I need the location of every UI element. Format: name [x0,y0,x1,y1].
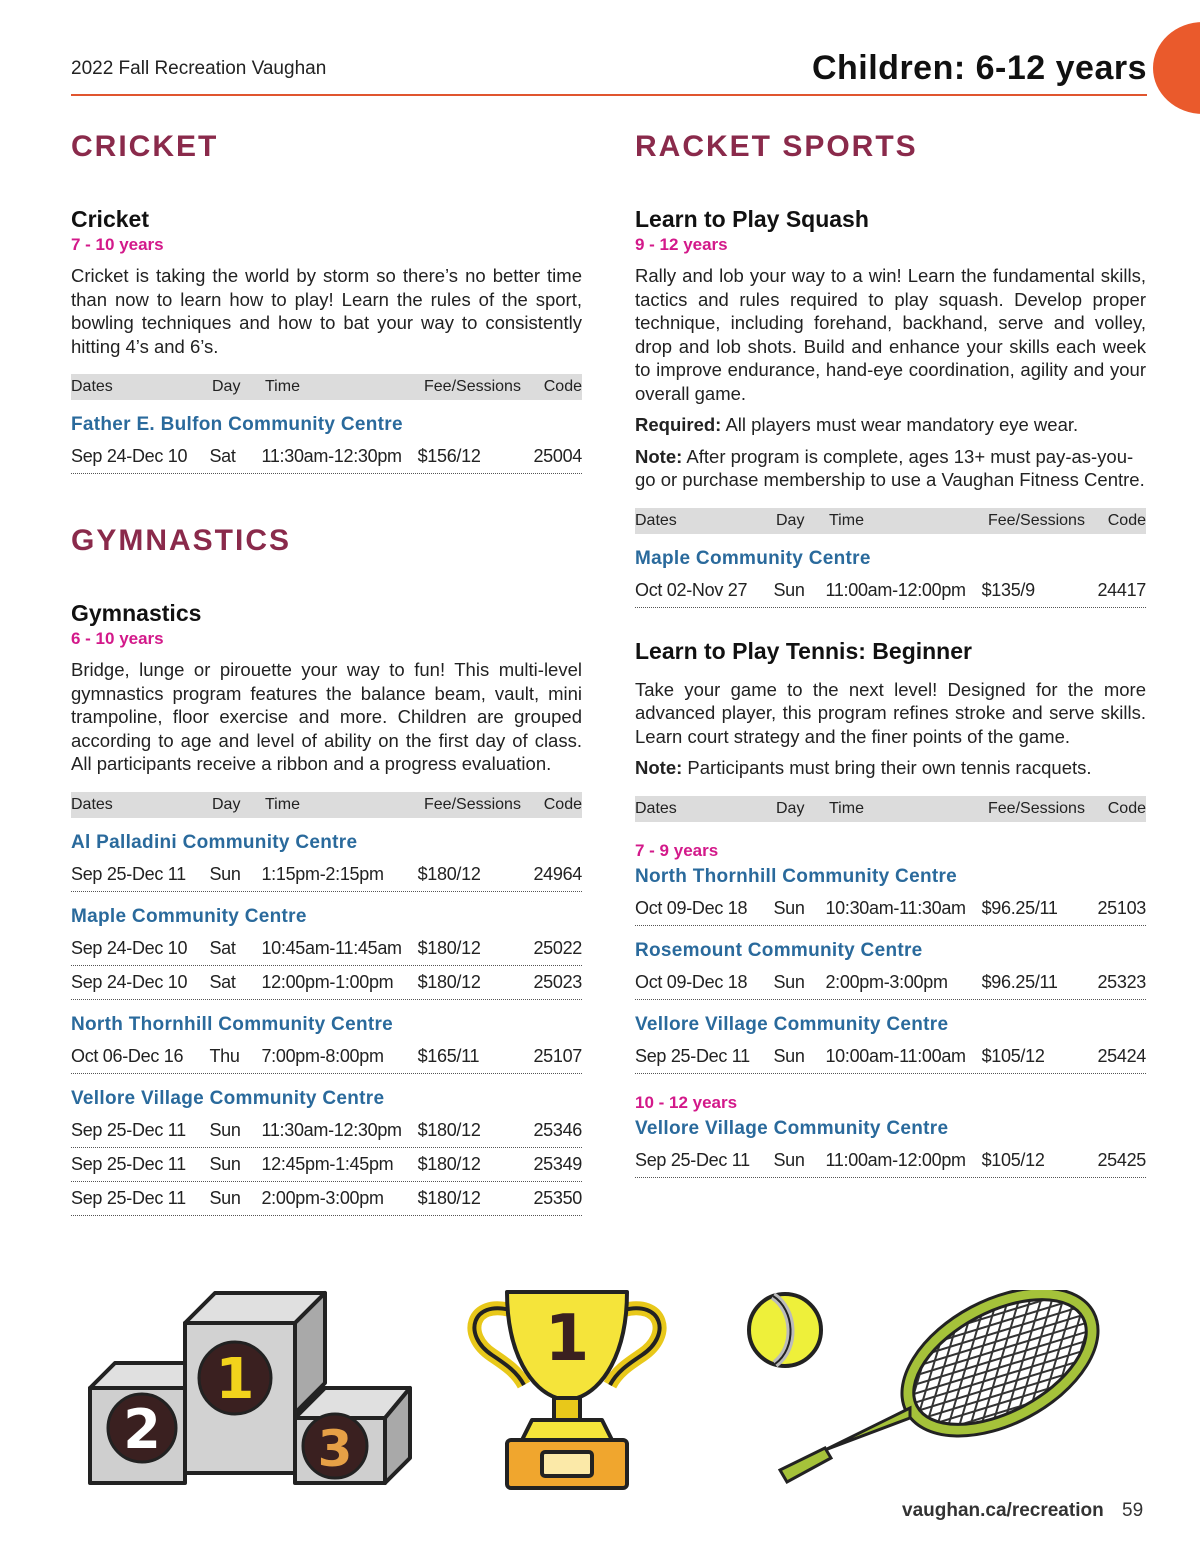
age-group-label: 7 - 9 years [635,840,719,860]
location-name: Vellore Village Community Centre [71,1087,385,1109]
row-dates: Oct 06-Dec 16 [71,1045,184,1066]
podium-illustration [80,1278,425,1493]
location-name: Father E. Bulfon Community Centre [71,414,403,435]
row-code: 25004 [533,446,582,466]
row-fee: $180/12 [417,937,481,958]
right-column [635,128,1146,1178]
tennis-racket-illustration [765,1290,1110,1485]
row-fee: $96.25/11 [981,897,1058,918]
row-day: Sun [209,1153,241,1174]
row-day: Sun [209,1119,241,1140]
table-row [635,574,1146,608]
row-fee: $165/11 [417,1045,480,1066]
note-text: After program is complete, ages 13+ must pay-as-you-go or purchase membership to use a Vaughan Fitness Centre. [635,445,1145,490]
age-range-gymnastics: 6 - 10 years [71,629,164,648]
row-time: 1:15pm-2:15pm [261,863,384,884]
table-row [71,858,582,892]
row-time: 2:00pm-3:00pm [261,1187,384,1208]
row-time: 12:00pm-1:00pm [261,971,394,992]
row-dates: Sep 24-Dec 10 [71,971,188,992]
location-name: Maple Community Centre [71,905,307,927]
program-description-tennis: Take your game to the next level! Designed for the more advanced player, this program refines stroke and serve skills. Learn court strategy and the finer points of the game. [635,678,1146,747]
table-header-code: Code [543,795,582,813]
program-title-cricket: Cricket [71,206,149,232]
table-header-time: Time [265,378,300,395]
table-row [71,440,582,474]
row-time: 11:30am-12:30pm [261,1119,402,1140]
schedule-table-header [635,508,1146,534]
table-row [635,1040,1146,1074]
row-code: 25349 [533,1153,582,1174]
location-name: Vellore Village Community Centre [635,1117,949,1139]
row-dates: Sep 25-Dec 11 [71,1119,186,1140]
table-row [635,966,1146,1000]
table-header-code: Code [1107,511,1146,529]
row-day: Sat [209,446,236,466]
program-description-gymnastics: Bridge, lunge or pirouette your way to fun! This multi-level gymnastics program features the balance beam, vault, mini trampoline, floor exercise and more. Children are grouped according to age and level of ability on the first day of class. All participants receive a ribbon and a progress evaluation. [71,659,582,774]
row-fee: $96.25/11 [981,971,1058,992]
program-title-tennis: Learn to Play Tennis: Beginner [635,637,972,664]
row-code: 25323 [1097,971,1146,992]
row-fee: $180/12 [417,863,481,884]
row-dates: Sep 25-Dec 11 [635,1149,750,1170]
table-header-day: Day [212,378,241,395]
table-row [71,932,582,966]
sport-heading-racket: RACKET SPORTS [635,130,918,163]
program-description-squash: Rally and lob your way to a win! Learn the fundamental skills, tactics and rules required to play squash. Develop proper technique, including forehand, backhand, serve and volley, drop and lob shots. Build and enhance your skills each week to improve endurance, hand-eye coordination, agility and your overall game. [635,265,1146,404]
row-code: 24417 [1097,579,1146,600]
row-code: 25424 [1097,1045,1146,1066]
row-fee: $180/12 [417,1119,481,1140]
row-time: 7:00pm-8:00pm [261,1045,384,1066]
table-header-day: Day [776,799,805,817]
publication-title: 2022 Fall Recreation Vaughan [71,58,327,79]
row-code: 25103 [1097,897,1146,918]
row-day: Thu [209,1045,240,1066]
table-header-dates: Dates [635,511,677,529]
table-header-code: Code [1107,799,1146,817]
note-squash [635,445,1146,492]
row-day: Sun [773,579,805,600]
podium-first-number: 1 [215,1347,255,1412]
table-row [71,966,582,1000]
row-day: Sat [209,971,236,992]
row-dates: Oct 09-Dec 18 [635,971,748,992]
row-dates: Sep 24-Dec 10 [71,446,188,466]
row-day: Sun [773,971,805,992]
table-header-time: Time [829,799,864,817]
row-time: 12:45pm-1:45pm [261,1153,394,1174]
row-dates: Sep 25-Dec 11 [71,863,186,884]
table-row [635,892,1146,926]
row-time: 10:00am-11:00am [825,1045,966,1066]
row-time: 2:00pm-3:00pm [825,971,948,992]
table-header-fee: Fee/Sessions [988,511,1085,529]
row-time: 11:30am-12:30pm [261,446,402,466]
table-row [71,1040,582,1074]
row-code: 25022 [533,937,582,958]
table-header-day: Day [212,795,241,813]
table-row [635,1144,1146,1178]
table-header-dates: Dates [71,378,113,395]
table-header-time: Time [829,511,864,529]
row-day: Sat [209,937,236,958]
row-day: Sun [773,1045,805,1066]
program-title-gymnastics: Gymnastics [71,600,202,626]
note-tennis [635,756,1146,780]
table-header-fee: Fee/Sessions [424,795,521,813]
table-row [71,1182,582,1216]
table-header-dates: Dates [635,799,677,817]
row-day: Sun [773,1149,805,1170]
row-fee: $156/12 [417,446,481,466]
schedule-table-cricket [71,412,582,474]
table-header-fee: Fee/Sessions [988,799,1085,817]
location-name: Vellore Village Community Centre [635,1013,949,1035]
row-dates: Sep 25-Dec 11 [71,1187,186,1208]
row-time: 10:30am-11:30am [825,897,966,918]
schedule-table-tennis [635,840,1146,1178]
table-header-dates: Dates [71,795,113,813]
row-code: 25425 [1097,1149,1146,1170]
row-fee: $135/9 [981,579,1035,600]
sport-heading-gymnastics: GYMNASTICS [71,524,292,557]
schedule-table-header [635,796,1146,822]
table-row [71,1148,582,1182]
row-dates: Oct 02-Nov 27 [635,579,748,600]
row-fee: $105/12 [981,1045,1045,1066]
section-tab-marker [1153,22,1200,114]
row-dates: Sep 25-Dec 11 [71,1153,186,1174]
required-text: All players must wear mandatory eye wear. [725,414,1079,435]
trophy-number: 1 [544,1302,590,1376]
location-name: North Thornhill Community Centre [635,865,958,887]
page-header [71,46,1147,96]
row-dates: Oct 09-Dec 18 [635,897,748,918]
row-time: 10:45am-11:45am [261,937,402,958]
website-link[interactable]: vaughan.ca/recreation [902,1500,1104,1521]
note-text: Participants must bring their own tennis racquets. [687,757,1092,778]
row-code: 25023 [533,971,582,992]
left-column [71,128,582,1216]
sport-heading-cricket: CRICKET [71,130,219,163]
table-row [71,1114,582,1148]
row-day: Sun [209,1187,241,1208]
row-code: 25107 [533,1045,582,1066]
row-code: 25346 [533,1119,582,1140]
section-title: Children: 6-12 years [811,49,1147,87]
row-fee: $180/12 [417,971,481,992]
table-header-code: Code [543,378,582,395]
table-header-time: Time [265,795,300,813]
schedule-table-header [71,792,582,818]
location-name: Maple Community Centre [635,547,871,569]
page-number: 59 [1122,1500,1144,1521]
age-range-cricket: 7 - 10 years [71,235,164,254]
row-code: 24964 [533,863,582,884]
required-note-squash [635,413,1146,437]
row-fee: $105/12 [981,1149,1045,1170]
required-label: Required: [635,414,722,435]
table-header-day: Day [776,511,805,529]
podium-second-number: 2 [123,1398,161,1461]
row-dates: Sep 24-Dec 10 [71,937,188,958]
age-range-squash: 9 - 12 years [635,235,728,254]
row-fee: $180/12 [417,1153,481,1174]
location-name: North Thornhill Community Centre [71,1013,394,1035]
program-description-cricket: Cricket is taking the world by storm so there’s no better time than now to learn how to play! Learn the rules of the sport, bowling techniques and how to bat your way to consistently hitting 4’s and 6’s. [71,265,582,357]
row-fee: $180/12 [417,1187,481,1208]
note-label: Note: [635,757,683,778]
schedule-table-gymnastics [71,830,582,1216]
table-header-fee: Fee/Sessions [424,378,521,395]
row-code: 25350 [533,1187,582,1208]
podium-third-number: 3 [317,1420,353,1478]
row-day: Sun [209,863,241,884]
note-label: Note: [635,445,683,467]
schedule-table-header [71,374,582,400]
row-time: 11:00am-12:00pm [825,579,966,600]
row-day: Sun [773,897,805,918]
location-name: Rosemount Community Centre [635,939,923,961]
location-name: Al Palladini Community Centre [71,831,358,853]
row-dates: Sep 25-Dec 11 [635,1045,750,1066]
row-time: 11:00am-12:00pm [825,1149,966,1170]
age-group-label: 10 - 12 years [635,1092,738,1112]
schedule-table-squash [635,546,1146,608]
program-title-squash: Learn to Play Squash [635,206,869,232]
trophy-illustration [462,1280,672,1492]
